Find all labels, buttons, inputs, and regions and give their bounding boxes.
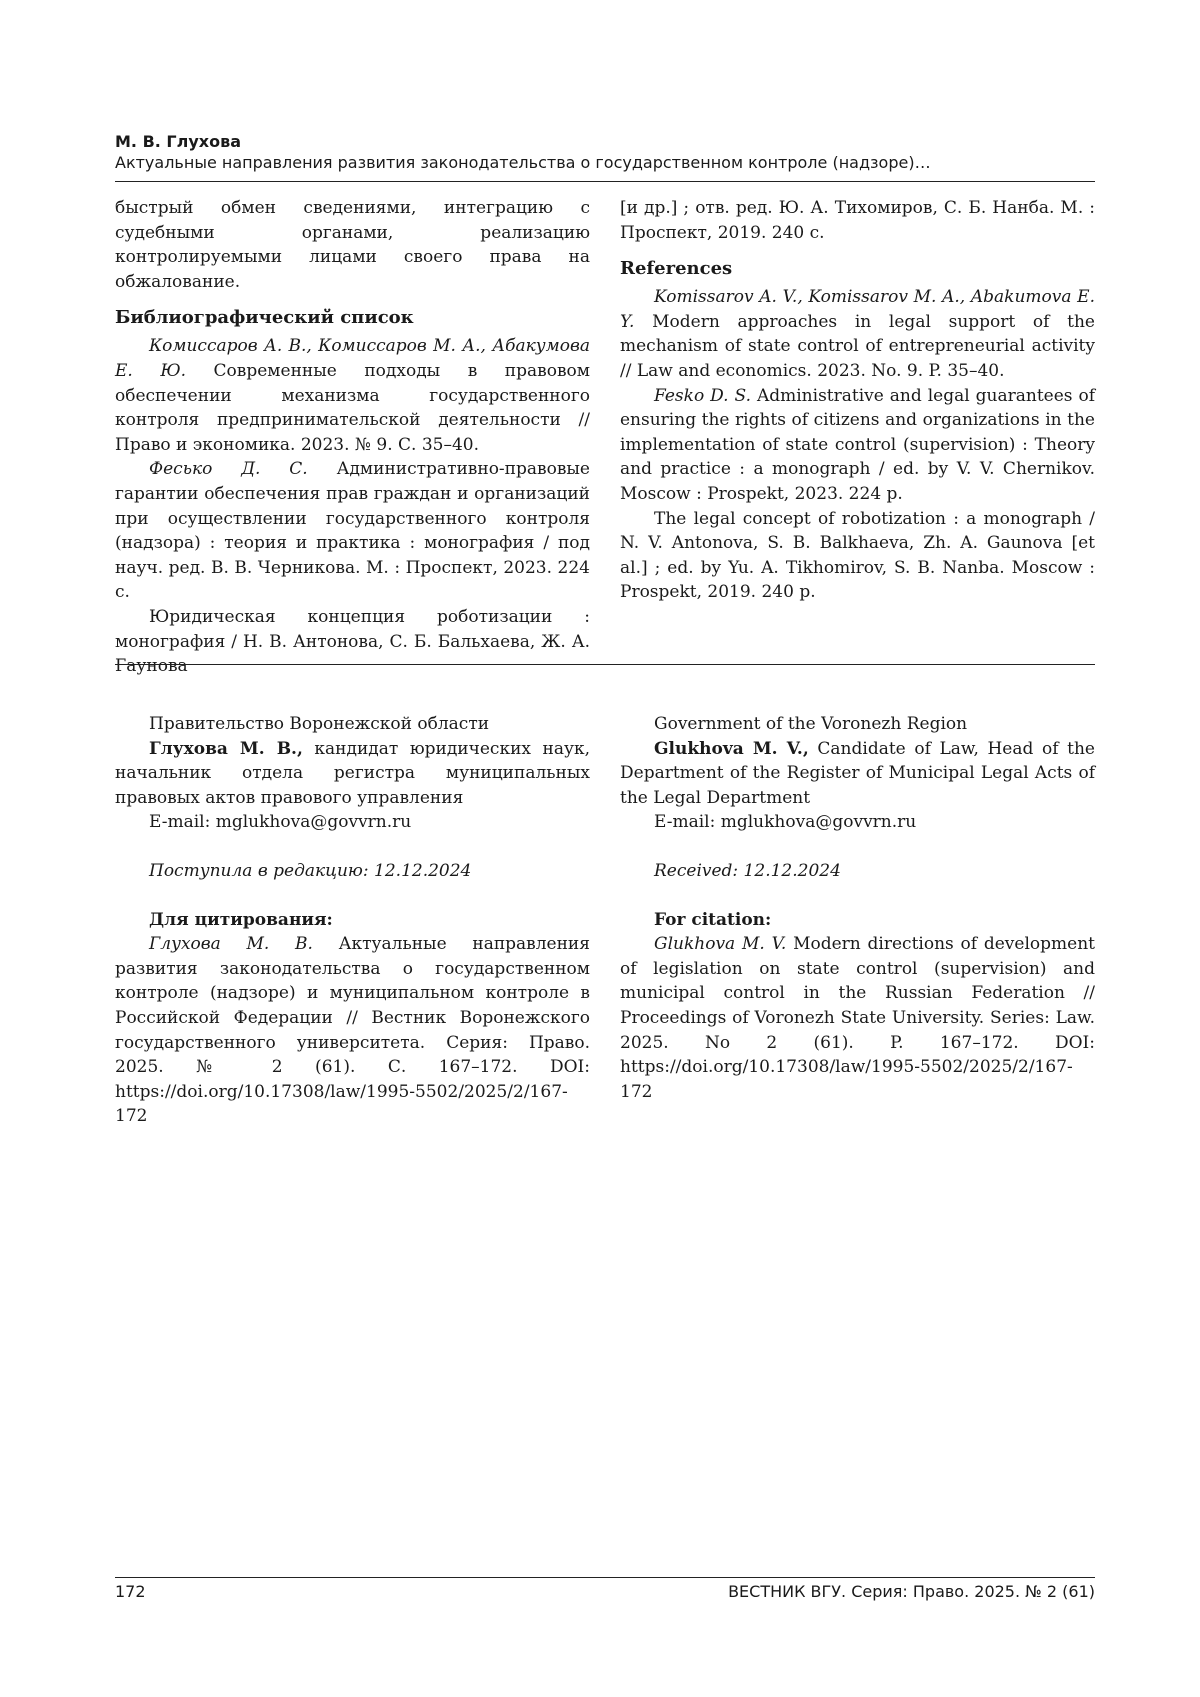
author-details-ru <box>115 737 590 811</box>
footer-rule <box>115 1577 1095 1578</box>
author-org-ru: Правительство Воронежской области <box>149 714 490 734</box>
ref-entry-3: The legal concept of robotization : a monograph / N. V. Antonova, S. B. Balkhaeva, Zh. A. Gaunova [et al.] ; ed. by Yu. A. Tikhomirov, S. B. Nanba. Moscow : Prospekt, 2019. 240 p. <box>620 508 1095 603</box>
author-name-en: Glukhova M. V., <box>654 738 809 759</box>
intro-paragraph: быстрый обмен сведениями, интеграцию с судебными органами, реализацию контролируемыми лицами своего права на обжалование. <box>115 198 590 292</box>
bib-entry-3: Юридическая концепция роботизации : монография / Н. В. Антонова, С. Б. Бальхаева, Ж. А. Гаунова <box>115 606 590 677</box>
received-date-ru: Поступила в редакцию: 12.12.2024 <box>149 860 472 881</box>
bib-entry-1-text: Современные подходы в правовом обеспечении механизма государственного контроля предпринимательской деятельности // Право и экономика. 2023. № 9. С. 35–40. <box>115 360 590 455</box>
left-column <box>115 196 590 679</box>
author-name-ru: Глухова М. В., <box>149 738 303 759</box>
citation-heading-ru: Для цитирования: <box>149 909 333 930</box>
ref-entry-1 <box>620 285 1095 383</box>
citation-ru <box>115 932 590 1129</box>
author-info-ru <box>115 712 590 1129</box>
bib-entry-2-authors: Фесько Д. С. <box>149 459 308 480</box>
running-head <box>115 132 1095 174</box>
ref-entry-1-authors: Komissarov A. V., Komissarov M. A., Abakumova E. Y. <box>620 287 1095 332</box>
page-number: 172 <box>115 1582 146 1601</box>
ref-entry-2-authors: Fesko D. S. <box>654 385 751 406</box>
citation-author-ru: Глухова М. В. <box>149 934 313 955</box>
ref-entry-2 <box>620 384 1095 507</box>
bib-entry-1-authors: Комиссаров А. В., Комиссаров М. А., Абакумова Е. Ю. <box>115 336 590 381</box>
citation-text-ru: Актуальные направления развития законодательства о государственном контроле (надзоре) и муниципальном контроле в Российской Федерации // Вестник Воронежского государственного университета. Серия: Право. 2025. № 2 (61). С. 167–172. DOI: https://doi.org/10.17308/law/1995-5502/2025/2/167-172 <box>115 934 590 1127</box>
journal-name: ВЕСТНИК ВГУ. Серия: Право. 2025. № 2 (61) <box>728 1582 1095 1601</box>
bib-entry-2-text: Административно-правовые гарантии обеспечения прав граждан и организаций при осуществлении государственного контроля (надзора) : теория и практика : монография / под науч. ред. В. В. Черникова. М. : Проспект, 2023. 224 с. <box>115 459 590 603</box>
author-details-en <box>620 737 1095 811</box>
section-rule <box>115 664 1095 665</box>
author-email-en: E-mail: mglukhova@govvrn.ru <box>654 812 917 833</box>
author-info-en <box>620 712 1095 1104</box>
bib-entry-3-continuation: [и др.] ; отв. ред. Ю. А. Тихомиров, С. Б. Нанба. М. : Проспект, 2019. 240 с. <box>620 198 1095 243</box>
bibliography-heading: Библиографический список <box>115 307 414 329</box>
received-date-en: Received: 12.12.2024 <box>654 860 841 881</box>
bib-entry-2 <box>115 457 590 605</box>
right-column <box>620 196 1095 605</box>
running-head-title: Актуальные направления развития законодательства о государственном контроле (надзоре)… <box>115 153 931 172</box>
author-org-en: Government of the Voronezh Region <box>654 714 968 734</box>
author-position-ru: кандидат юридических наук, начальник отдела регистра муниципальных правовых актов правового управления <box>115 738 591 808</box>
citation-en <box>620 932 1095 1104</box>
ref-entry-2-text: Administrative and legal guarantees of ensuring the rights of citizens and organizations in the implementation of state control (supervision) : Theory and practice : a monograph / ed. by V. V. Chernikov. Moscow : Prospekt, 2023. 224 p. <box>620 385 1095 504</box>
bib-entry-1 <box>115 334 590 457</box>
header-rule <box>115 181 1095 182</box>
references-heading: References <box>620 258 733 280</box>
ref-entry-1-text: Modern approaches in legal support of the mechanism of state control of entrepreneurial activity // Law and economics. 2023. No. 9. P. 35–40. <box>620 311 1095 381</box>
author-position-en: Candidate of Law, Head of the Department of the Register of Municipal Legal Acts of the Legal Department <box>620 738 1095 808</box>
citation-heading-en: For citation: <box>654 909 772 930</box>
author-email-ru: E-mail: mglukhova@govvrn.ru <box>149 812 412 833</box>
citation-author-en: Glukhova M. V. <box>654 934 787 955</box>
citation-text-en: Modern directions of development of legislation on state control (supervision) and municipal control in the Russian Federation // Proceedings of Voronezh State University. Series: Law. 2025. No 2 (61). P. 167–172. DOI: https://doi.org/10.17308/law/1995-5502/2025/2/167-172 <box>620 934 1095 1102</box>
running-head-author: М. В. Глухова <box>115 132 241 151</box>
